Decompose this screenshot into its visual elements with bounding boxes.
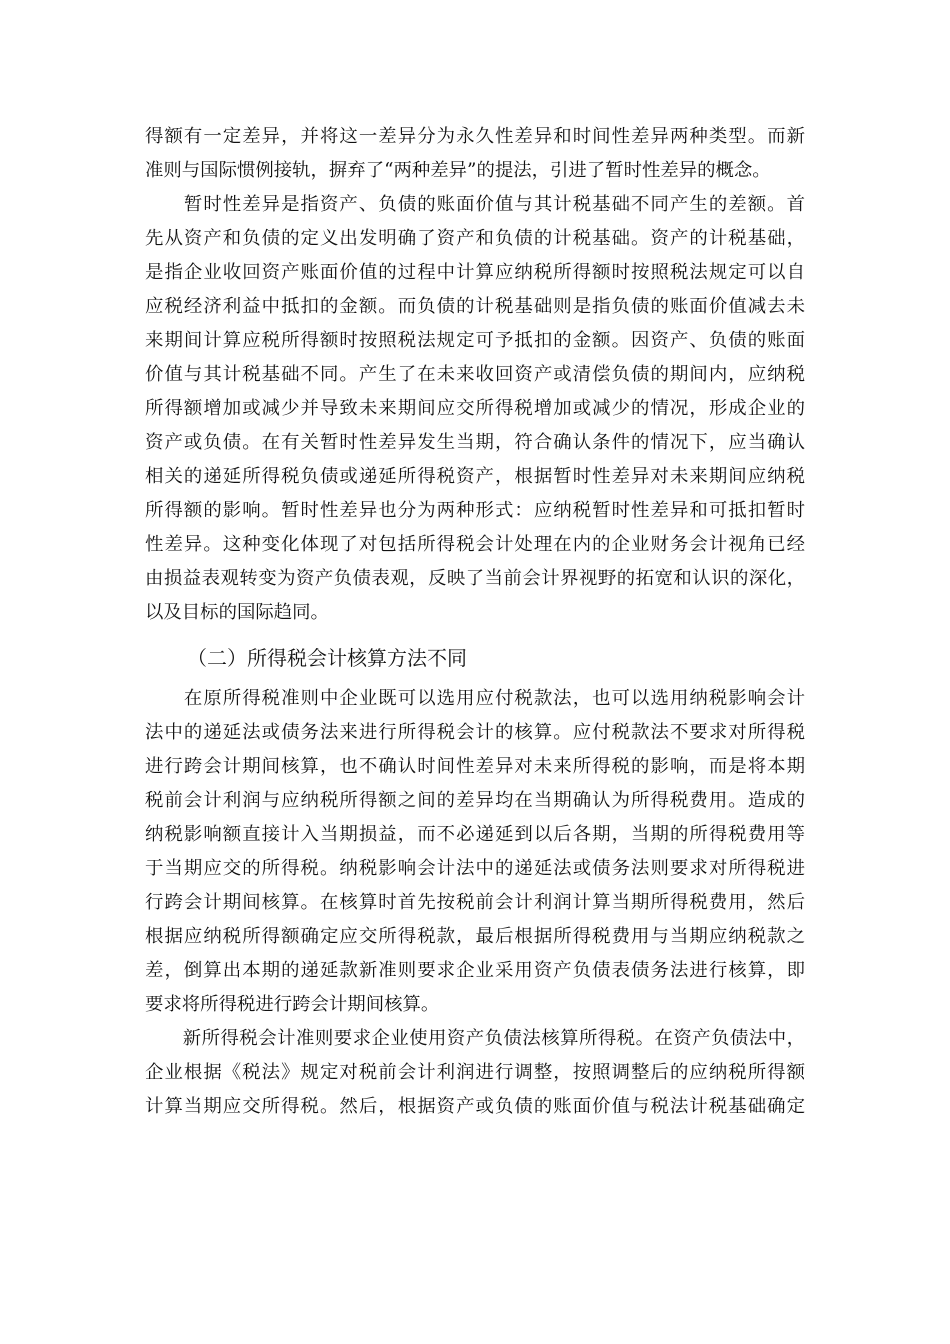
text-line: 所得额的影响。暂时性差异也分为两种形式：应纳税暂时性差异和可抵扣暂时 bbox=[145, 500, 805, 521]
text-line: 纳税影响额直接计入当期损益，而不必递延到以后各期，当期的所得税费用等 bbox=[145, 824, 805, 845]
text-line: 在原所得税准则中企业既可以选用应付税款法，也可以选用纳税影响会计 bbox=[145, 688, 805, 709]
text-line: 性差异。这种变化体现了对包括所得税会计处理在内的企业财务会计视角已经 bbox=[145, 534, 805, 555]
paragraph-3 bbox=[145, 682, 805, 1022]
text-line: 相关的递延所得税负债或递延所得税资产，根据暂时性差异对未来期间应纳税 bbox=[145, 466, 805, 487]
text-line: 法中的递延法或债务法来进行所得税会计的核算。应付税款法不要求对所得税 bbox=[145, 722, 805, 743]
text-line: 来期间计算应税所得额时按照税法规定可予抵扣的金额。因资产、负债的账面 bbox=[145, 330, 805, 351]
text-line: 以及目标的国际趋同。 bbox=[145, 602, 329, 623]
text-line: 计算当期应交所得税。然后，根据资产或负债的账面价值与税法计税基础确定 bbox=[145, 1096, 805, 1117]
text-line: 得额有一定差异，并将这一差异分为永久性差异和时间性差异两种类型。而新 bbox=[145, 126, 805, 147]
text-line: 暂时性差异是指资产、负债的账面价值与其计税基础不同产生的差额。首 bbox=[145, 194, 805, 215]
text-line: 于当期应交的所得税。纳税影响会计法中的递延法或债务法则要求对所得税进 bbox=[145, 858, 805, 879]
text-line: 差，倒算出本期的递延款新准则要求企业采用资产负债表债务法进行核算，即 bbox=[145, 960, 805, 981]
text-line: 所得额增加或减少并导致未来期间应交所得税增加或减少的情况，形成企业的 bbox=[145, 398, 805, 419]
text-line: 根据应纳税所得额确定应交所得税款，最后根据所得税费用与当期应纳税款之 bbox=[145, 926, 805, 947]
paragraph-4 bbox=[145, 1022, 805, 1124]
text-line: 准则与国际惯例接轨，摒弃了“两种差异”的提法，引进了暂时性差异的概念。 bbox=[145, 160, 771, 181]
document-body bbox=[145, 120, 805, 1124]
text-line: 资产或负债。在有关暂时性差异发生当期，符合确认条件的情况下，应当确认 bbox=[145, 432, 805, 453]
paragraph-1 bbox=[145, 120, 805, 188]
text-line: 企业根据《税法》规定对税前会计利润进行调整，按照调整后的应纳税所得额 bbox=[145, 1062, 805, 1083]
text-line: 先从资产和负债的定义出发明确了资产和负债的计税基础。资产的计税基础， bbox=[145, 228, 805, 249]
paragraph-2 bbox=[145, 188, 805, 630]
section-heading: （二）所得税会计核算方法不同 bbox=[187, 646, 467, 670]
text-line: 行跨会计期间核算。在核算时首先按税前会计利润计算当期所得税费用，然后 bbox=[145, 892, 805, 913]
text-line: 新所得税会计准则要求企业使用资产负债法核算所得税。在资产负债法中， bbox=[145, 1028, 805, 1049]
text-line: 要求将所得税进行跨会计期间核算。 bbox=[145, 994, 440, 1015]
text-line: 应税经济利益中抵扣的金额。而负债的计税基础则是指负债的账面价值减去未 bbox=[145, 296, 805, 317]
text-line: 是指企业收回资产账面价值的过程中计算应纳税所得额时按照税法规定可以自 bbox=[145, 262, 805, 283]
text-line: 税前会计利润与应纳税所得额之间的差异均在当期确认为所得税费用。造成的 bbox=[145, 790, 805, 811]
text-line: 进行跨会计期间核算，也不确认时间性差异对未来所得税的影响，而是将本期 bbox=[145, 756, 805, 777]
text-line: 由损益表观转变为资产负债表观，反映了当前会计界视野的拓宽和认识的深化， bbox=[145, 568, 805, 589]
text-line: 价值与其计税基础不同。产生了在未来收回资产或清偿负债的期间内，应纳税 bbox=[145, 364, 805, 385]
